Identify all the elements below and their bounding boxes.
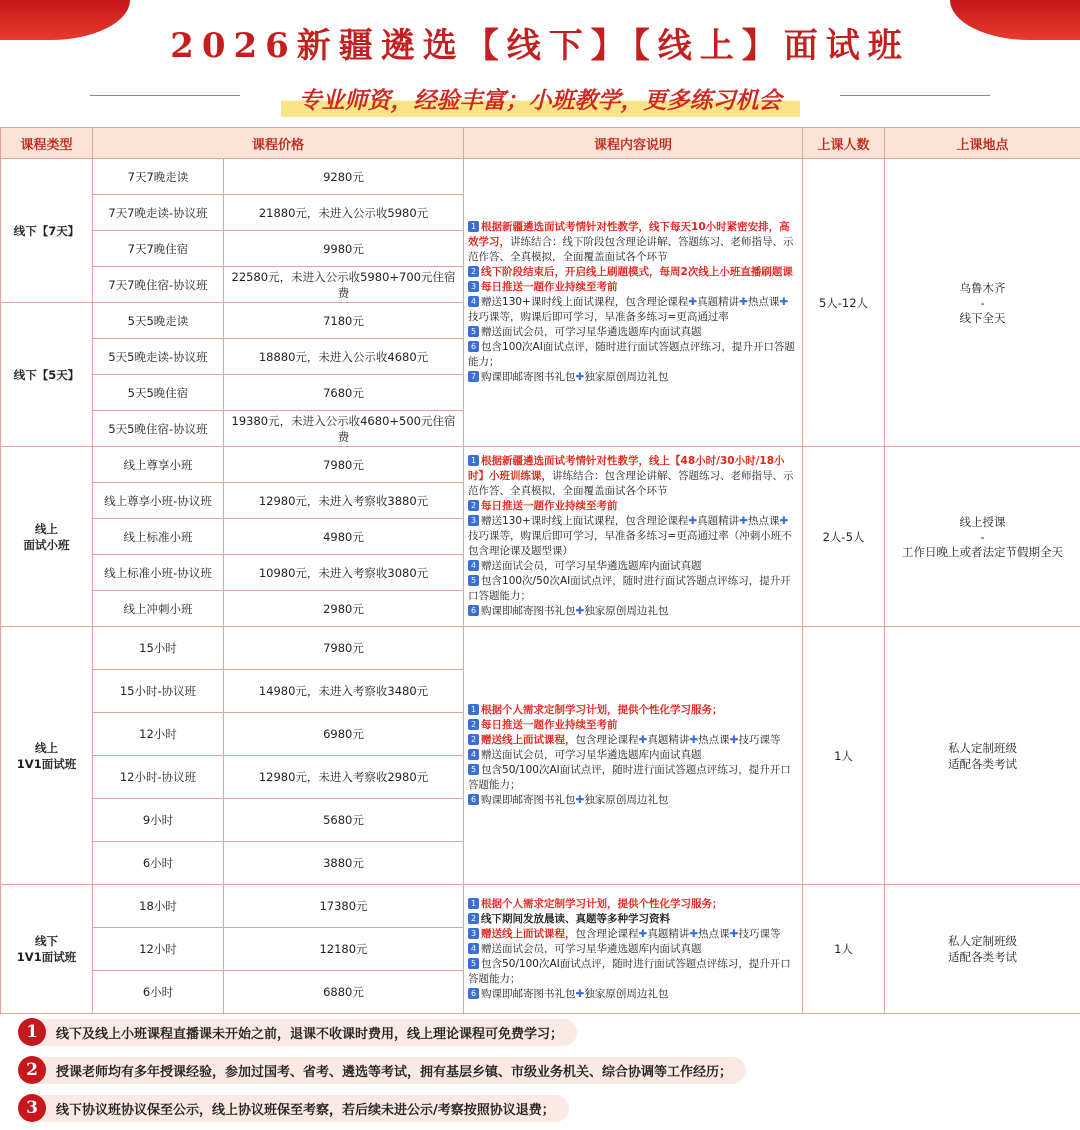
table-header-row — [1, 128, 1080, 159]
offline-course-description: 1 根据新疆遴选面试考情针对性教学，线下每天10小时紧密安排，高效学习，讲练结合：线下阶段包含理论讲解、答题练习、老师指导、示范作答、全真模拟，全面覆盖面试各个环节 2 线下阶段结束后，开启线上刷题模式，每周2次线上小班直播刷题课 3 每日推送一题作业持续至考前 4 赠送130+课时线上面试课程，包含理论课程✚真题精讲✚热点课✚技巧课等，购课后即可学习，早准备多练习=更高通过率 5 赠送面试会员，可学习星华遴选题库内面试真题 6 包含100次AI面试点评，随时进行面试答题点评练习，提升开口答题能力； 7 购课即邮寄图书礼包✚独家原创周边礼包 — [464, 159, 803, 447]
col-header-place: 上课地点 — [885, 128, 1080, 159]
course-type-cell: 线上 面试小班 — [1, 447, 93, 627]
note-text: 线下及线上小班课程直播课未开始之前，退课不收课时费用，线上理论课程可免费学习； — [36, 1019, 577, 1046]
online-1v1-location: 私人定制班级 适配各类考试 — [885, 627, 1080, 885]
page-subtitle: 专业师资，经验丰富；小班教学，更多练习机会 — [281, 80, 800, 117]
course-type-cell: 线下【7天】 — [1, 159, 93, 303]
course-price: 17380元 — [224, 885, 464, 928]
plus-icon: ✚ — [575, 987, 585, 1000]
course-price: 7680元 — [224, 375, 464, 411]
note-text: 授课老师均有多年授课经验，参加过国考、省考、遴选等考试，拥有基层乡镇、市级业务机关、综合协调等工作经历； — [36, 1057, 746, 1084]
plus-icon: ✚ — [689, 927, 699, 940]
note-item — [18, 1017, 577, 1047]
course-price: 6980元 — [224, 713, 464, 756]
number-badge-icon: 6 — [468, 794, 479, 805]
number-badge-icon: 2 — [468, 266, 479, 277]
note-item — [18, 1055, 746, 1085]
course-price: 19380元，未进入公示收4680+500元住宿费 — [224, 411, 464, 447]
number-badge-icon: 3 — [468, 928, 479, 939]
course-price: 22580元，未进入公示收5980+700元住宿费 — [224, 267, 464, 303]
number-circle-icon: 3 — [18, 1094, 46, 1122]
course-name: 7天7晚走读 — [93, 159, 224, 195]
page-header — [0, 0, 1080, 127]
course-table — [0, 127, 1080, 1014]
course-name: 12小时-协议班 — [93, 756, 224, 799]
offline-1v1-class-size: 1人 — [803, 885, 885, 1014]
plus-icon: ✚ — [638, 734, 648, 746]
course-name: 12小时 — [93, 713, 224, 756]
course-name: 线上尊享小班 — [93, 447, 224, 483]
course-price: 9280元 — [224, 159, 464, 195]
number-badge-icon: 5 — [468, 958, 479, 969]
number-badge-icon: 3 — [468, 515, 479, 526]
course-price: 21880元，未进入公示收5980元 — [224, 195, 464, 231]
course-price: 7180元 — [224, 303, 464, 339]
course-price: 14980元，未进入考察收3480元 — [224, 670, 464, 713]
table-row — [1, 447, 1080, 483]
course-price: 12180元 — [224, 928, 464, 971]
number-badge-icon: 1 — [468, 704, 479, 715]
offline-1v1-location: 私人定制班级 适配各类考试 — [885, 885, 1080, 1014]
course-name: 5天5晚走读 — [93, 303, 224, 339]
course-name: 7天7晚住宿-协议班 — [93, 267, 224, 303]
online-small-class-location: 线上授课 - 工作日晚上或者法定节假期全天 — [885, 447, 1080, 627]
course-name: 6小时 — [93, 971, 224, 1014]
notes-section — [0, 1009, 1080, 1130]
course-name: 5天5晚住宿 — [93, 375, 224, 411]
course-price: 10980元，未进入考察收3080元 — [224, 555, 464, 591]
course-price: 12980元，未进入考察收3880元 — [224, 483, 464, 519]
course-price: 6880元 — [224, 971, 464, 1014]
course-price: 2980元 — [224, 591, 464, 627]
course-price: 9980元 — [224, 231, 464, 267]
course-name: 15小时 — [93, 627, 224, 670]
course-price: 5680元 — [224, 799, 464, 842]
number-badge-icon: 4 — [468, 560, 479, 571]
number-badge-icon: 5 — [468, 326, 479, 337]
number-badge-icon: 5 — [468, 575, 479, 586]
plus-icon: ✚ — [688, 296, 698, 308]
number-badge-icon: 3 — [468, 281, 479, 292]
course-name: 6小时 — [93, 842, 224, 885]
offline-class-size: 5人-12人 — [803, 159, 885, 447]
col-header-size: 上课人数 — [803, 128, 885, 159]
plus-icon: ✚ — [688, 515, 698, 527]
col-header-type: 课程类型 — [1, 128, 93, 159]
course-price: 3880元 — [224, 842, 464, 885]
course-name: 15小时-协议班 — [93, 670, 224, 713]
plus-icon: ✚ — [739, 515, 748, 527]
plus-icon: ✚ — [739, 296, 748, 308]
online-1v1-description: 1 根据个人需求定制学习计划，提供个性化学习服务； 2 每日推送一题作业持续至考前 2 赠送线上面试课程，包含理论课程✚真题精讲✚热点课✚技巧课等 4 赠送面试会员，可学习星华遴选题库内面试真题 5 包含50/100次AI面试点评，随时进行面试答题点评练习，提升开口答题能力； 6 购课即邮寄图书礼包✚独家原创周边礼包 — [464, 627, 803, 885]
online-1v1-class-size: 1人 — [803, 627, 885, 885]
plus-icon: ✚ — [689, 734, 699, 746]
course-price: 7980元 — [224, 447, 464, 483]
course-type-cell: 线下【5天】 — [1, 303, 93, 447]
course-type-cell: 线下 1V1面试班 — [1, 885, 93, 1014]
plus-icon: ✚ — [729, 927, 739, 940]
number-badge-icon: 4 — [468, 943, 479, 954]
plus-icon: ✚ — [779, 515, 789, 527]
course-name: 9小时 — [93, 799, 224, 842]
plus-icon: ✚ — [575, 794, 585, 806]
course-name: 线上标准小班 — [93, 519, 224, 555]
course-price: 18880元，未进入公示收4680元 — [224, 339, 464, 375]
course-name: 5天5晚走读-协议班 — [93, 339, 224, 375]
number-circle-icon: 2 — [18, 1056, 46, 1084]
number-circle-icon: 1 — [18, 1018, 46, 1046]
course-name: 5天5晚住宿-协议班 — [93, 411, 224, 447]
offline-location: 乌鲁木齐 - 线下全天 — [885, 159, 1080, 447]
number-badge-icon: 7 — [468, 371, 479, 382]
table-row — [1, 159, 1080, 195]
plus-icon: ✚ — [779, 296, 789, 308]
number-badge-icon: 1 — [468, 455, 479, 466]
number-badge-icon: 6 — [468, 605, 479, 616]
course-name: 7天7晚住宿 — [93, 231, 224, 267]
number-badge-icon: 2 — [468, 719, 479, 730]
number-badge-icon: 2 — [468, 913, 479, 924]
plus-icon: ✚ — [729, 734, 739, 746]
number-badge-icon: 1 — [468, 221, 479, 232]
online-small-class-description: 1 根据新疆遴选面试考情针对性教学，线上【48小时/30小时/18小时】小班训练课，讲练结合：包含理论讲解、答题练习、老师指导、示范作答、全真模拟，全面覆盖面试各个环节 2 每日推送一题作业持续至考前 3 赠送130+课时线上面试课程，包含理论课程✚真题精讲✚热点课✚技巧课等，购课后即可学习，早准备多练习=更高通过率（冲刺小班不包含理论课及题型课） 4 赠送面试会员，可学习星华遴选题库内面试真题 5 包含100次/50次AI面试点评，随时进行面试答题点评练习，提升开口答题能力； 6 购课即邮寄图书礼包✚独家原创周边礼包 — [464, 447, 803, 627]
note-text: 线下协议班协议保至公示，线上协议班保至考察，若后续未进公示/考察按照协议退费； — [36, 1095, 569, 1122]
number-badge-icon: 5 — [468, 764, 479, 775]
plus-icon: ✚ — [575, 605, 585, 617]
course-name: 线上冲刺小班 — [93, 591, 224, 627]
page-title: 2026新疆遴选【线下】【线上】面试班 — [170, 26, 910, 66]
table-row — [1, 627, 1080, 670]
number-badge-icon: 2 — [468, 734, 479, 745]
col-header-desc: 课程内容说明 — [464, 128, 803, 159]
number-badge-icon: 6 — [468, 988, 479, 999]
number-badge-icon: 4 — [468, 749, 479, 760]
course-name: 线上标准小班-协议班 — [93, 555, 224, 591]
plus-icon: ✚ — [638, 927, 648, 940]
number-badge-icon: 6 — [468, 341, 479, 352]
course-price: 4980元 — [224, 519, 464, 555]
course-name: 18小时 — [93, 885, 224, 928]
course-price: 7980元 — [224, 627, 464, 670]
table-row — [1, 885, 1080, 928]
number-badge-icon: 1 — [468, 898, 479, 909]
course-name: 7天7晚走读-协议班 — [93, 195, 224, 231]
plus-icon: ✚ — [575, 371, 585, 383]
online-small-class-size: 2人-5人 — [803, 447, 885, 627]
course-type-cell: 线上 1V1面试班 — [1, 627, 93, 885]
offline-1v1-description: 1 根据个人需求定制学习计划，提供个性化学习服务； 2 线下期间发放晨读、真题等多种学习资料 3 赠送线上面试课程，包含理论课程✚真题精讲✚热点课✚技巧课等 4 赠送面试会员，可学习星华遴选题库内面试真题 5 包含50/100次AI面试点评，随时进行面试答题点评练习，提升开口答题能力； 6 购课即邮寄图书礼包✚独家原创周边礼包 — [464, 885, 803, 1014]
number-badge-icon: 2 — [468, 500, 479, 511]
number-badge-icon: 4 — [468, 296, 479, 307]
course-name: 12小时 — [93, 928, 224, 971]
course-price: 12980元，未进入考察收2980元 — [224, 756, 464, 799]
course-name: 线上尊享小班-协议班 — [93, 483, 224, 519]
note-item — [18, 1093, 569, 1123]
col-header-price: 课程价格 — [93, 128, 464, 159]
